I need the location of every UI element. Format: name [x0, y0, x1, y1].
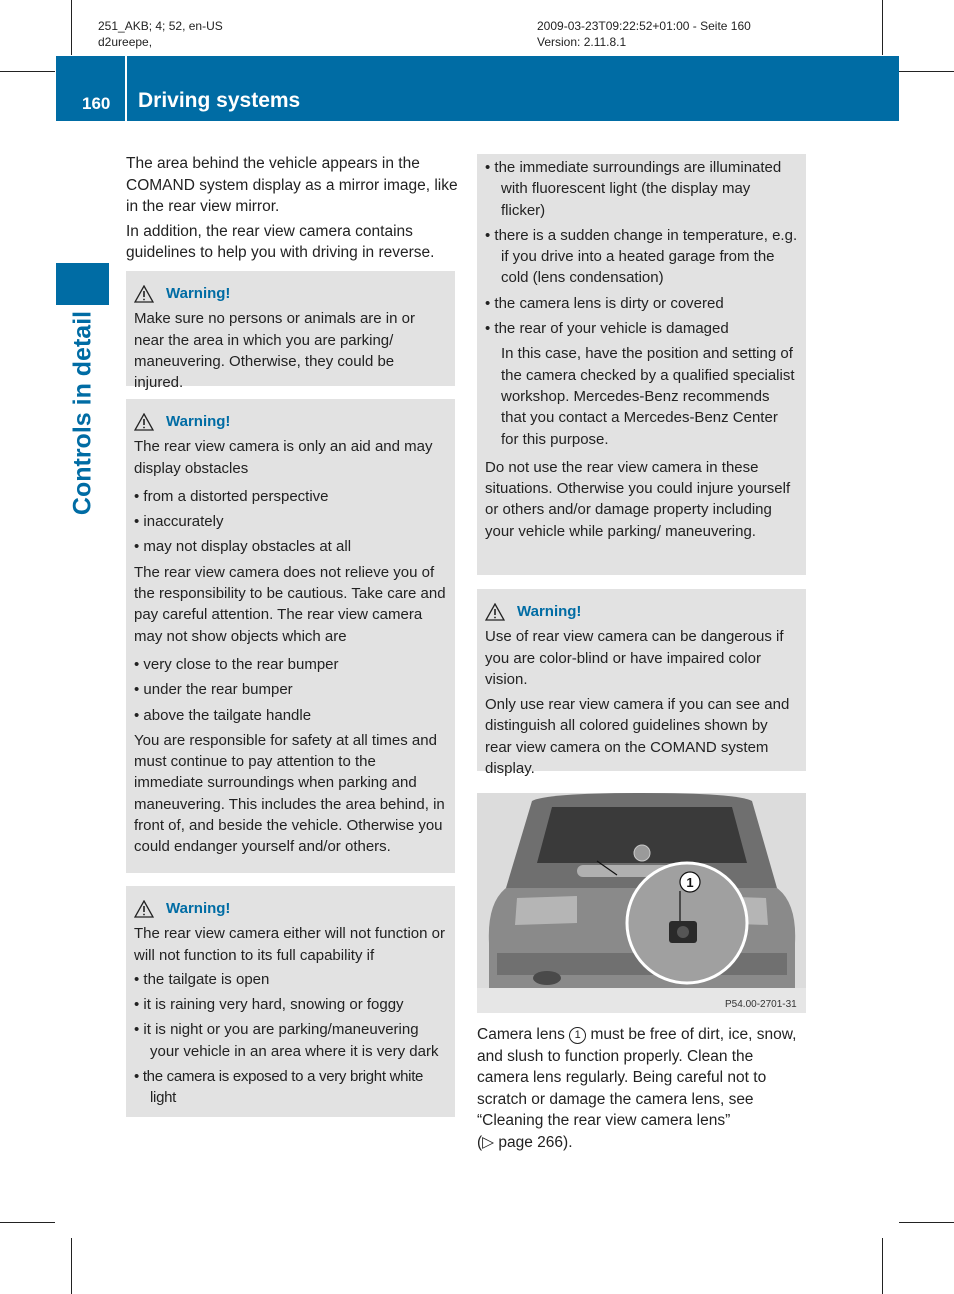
- meta-left-line2: d2ureepe,: [98, 35, 153, 49]
- meta-right-line2: Version: 2.11.8.1: [537, 35, 627, 49]
- list-item: • above the tailgate handle: [134, 706, 312, 724]
- crop-mark: [0, 71, 55, 72]
- intro-paragraph-2: In addition, the rear view camera contains guidelines to help you with driving in reverse.: [126, 222, 435, 261]
- list-item: • the rear of your vehicle is damaged: [485, 320, 729, 338]
- crop-mark: [882, 1238, 883, 1294]
- crop-mark: [71, 0, 72, 55]
- warning-heading: [485, 601, 798, 622]
- page-number: 160: [82, 94, 111, 113]
- list-item: • from a distorted perspective: [134, 487, 329, 505]
- side-tab-text: Controls in detail: [68, 310, 96, 515]
- warning-text: Only use rear view camera if you can see and distinguish all colored guidelines shown by rear view camera on the COMAND system display.: [485, 696, 790, 778]
- warning-triangle-icon: [134, 413, 154, 431]
- list-item: • the tailgate is open: [134, 970, 270, 988]
- list-item: • it is night or you are parking/maneuvering your vehicle in an area where it is very dark: [134, 1021, 439, 1060]
- indented-text: In this case, have the position and setting of the camera checked by a qualified specialist workshop. Mercedes-Benz recommends that you contact a Mercedes-Benz Center for this purpose.: [501, 345, 795, 448]
- warning-text: The rear view camera is only an aid and may display obstacles: [134, 438, 433, 477]
- warning-triangle-icon: [134, 900, 154, 918]
- side-tab-label: [56, 310, 109, 515]
- list-item: • the immediate surroundings are illuminated with fluorescent light (the display may flicker): [485, 159, 782, 219]
- box-text: Do not use the rear view camera in these situations. Otherwise you could injure yourself or others and/or damage property including your vehicle while parking/ maneuvering.: [485, 458, 791, 540]
- list-item: • under the rear bumper: [134, 681, 293, 699]
- meta-right: [537, 18, 751, 50]
- list-item: • there is a sudden change in temperature, e.g. if you drive into a heated garage from the cold (lens condensation): [485, 226, 798, 287]
- warning-title: Warning!: [517, 603, 582, 620]
- warning-text: You are responsible for safety at all times and must continue to pay attention to the immediate surroundings when parking and maneuvering. This includes the area behind, in front of, and beside the vehicle. Otherwise you could endanger yourself and/or others.: [134, 731, 445, 856]
- caption-text: Camera lens: [477, 1026, 570, 1043]
- intro-text: [126, 153, 458, 264]
- warning-title: Warning!: [166, 285, 231, 302]
- page-reference-link[interactable]: (▷ page 266).: [477, 1133, 573, 1151]
- header-divider: [125, 56, 127, 121]
- crop-mark: [71, 1238, 72, 1294]
- caption: [477, 1024, 809, 1153]
- warning-box-4: [477, 589, 806, 778]
- figure-code: P54.00-2701-31: [725, 999, 797, 1010]
- list-item: • the camera is exposed to a very bright white light: [134, 1068, 424, 1107]
- crop-mark: [899, 71, 954, 72]
- callout-number: 1: [686, 875, 694, 890]
- list-item: • very close to the rear bumper: [134, 655, 339, 673]
- warning-text: The rear view camera either will not function or will not function to its full capability if: [134, 925, 445, 964]
- rear-camera-figure: [477, 793, 806, 1013]
- warning-heading: [134, 283, 447, 304]
- warning-box-1: [126, 271, 455, 392]
- warning-triangle-icon: [134, 285, 154, 303]
- crop-mark: [899, 1222, 954, 1223]
- crop-mark: [0, 1222, 55, 1223]
- callout-marker: 1: [569, 1027, 586, 1044]
- conditions-box: [477, 154, 806, 575]
- warning-text: Use of rear view camera can be dangerous if you are color-blind or have impaired color vision.: [485, 628, 784, 688]
- list-item: • inaccurately: [134, 513, 224, 531]
- crop-mark: [882, 0, 883, 55]
- warning-heading: [134, 898, 447, 919]
- warning-box-3: [126, 886, 455, 1117]
- list-item: • it is raining very hard, snowing or foggy: [134, 996, 404, 1014]
- warning-triangle-icon: [485, 603, 505, 621]
- intro-paragraph-1: The area behind the vehicle appears in the COMAND system display as a mirror image, like in the rear view mirror.: [126, 155, 458, 215]
- side-tab: [56, 263, 109, 305]
- warning-title: Warning!: [166, 900, 231, 917]
- list-item: • may not display obstacles at all: [134, 538, 352, 556]
- warning-box-2: [126, 399, 455, 873]
- meta-left-line1: 251_AKB; 4; 52, en-US: [98, 19, 223, 33]
- caption-text: must be free of dirt, ice, snow, and slush to function properly. Clean the camera lens regularly. Being careful not to scratch or damage the camera lens, see “Cleaning the rear view camera lens”: [477, 1026, 797, 1129]
- car-rear-illustration: [477, 793, 806, 1013]
- section-title: Driving systems: [138, 89, 301, 112]
- list-item: • the camera lens is dirty or covered: [485, 294, 724, 312]
- meta-right-line1: 2009-03-23T09:22:52+01:00 - Seite 160: [537, 19, 751, 33]
- warning-text: The rear view camera does not relieve you of the responsibility to be cautious. Take care and pay careful attention. The rear view camera may not show objects which are: [134, 563, 446, 645]
- warning-text: Make sure no persons or animals are in or near the area in which you are parking/ maneuvering. Otherwise, they could be injured.: [134, 310, 415, 392]
- warning-heading: [134, 411, 447, 432]
- warning-title: Warning!: [166, 413, 231, 430]
- meta-left: [98, 18, 223, 50]
